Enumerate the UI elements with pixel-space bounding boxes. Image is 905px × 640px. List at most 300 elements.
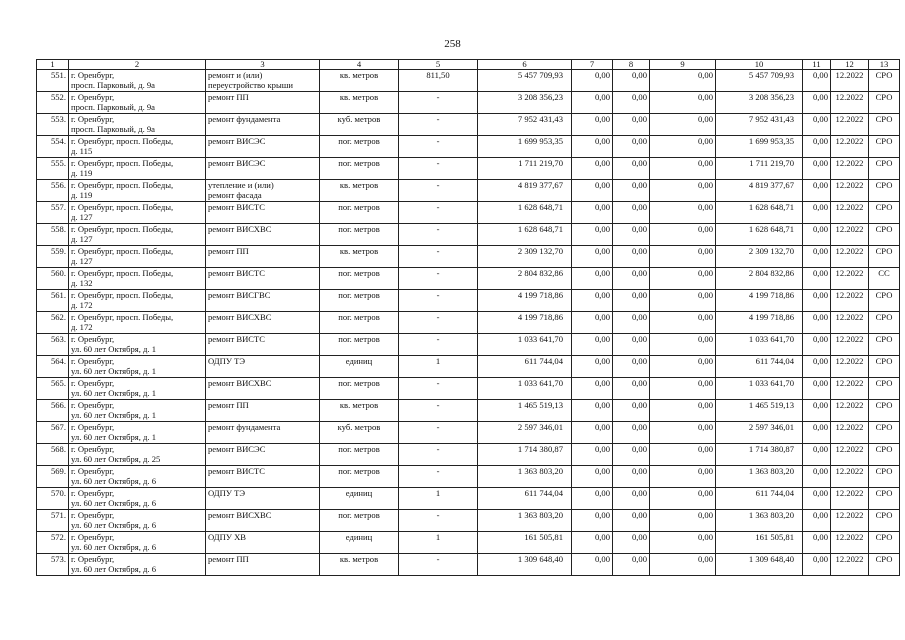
row-number-cell: 569.: [37, 466, 69, 488]
work-type-cell: ремонт ВИСТС: [206, 466, 320, 488]
fund-owners-cell: 1 309 648,40: [716, 554, 803, 576]
fund-owners-cell: 1 699 953,35: [716, 136, 803, 158]
fund-owners-cell: 2 309 132,70: [716, 246, 803, 268]
address-cell: г. Оренбург, ул. 60 лет Октября, д. 6: [69, 488, 206, 510]
column-number: 7: [572, 60, 613, 70]
fund-local-cell: 0,00: [650, 378, 716, 400]
fund-regional-cell: 0,00: [613, 224, 650, 246]
address-cell: г. Оренбург, ул. 60 лет Октября, д. 6: [69, 466, 206, 488]
table-row: [37, 488, 900, 510]
fund-owners-cell: 1 711 219,70: [716, 158, 803, 180]
address-cell: г. Оренбург, просп. Победы, д. 172: [69, 290, 206, 312]
total-cost-cell: 7 952 431,43: [478, 114, 572, 136]
fund-other-cell: 0,00: [803, 356, 831, 378]
quantity-cell: -: [399, 378, 478, 400]
fund-regional-cell: 0,00: [613, 378, 650, 400]
row-number-cell: 556.: [37, 180, 69, 202]
unit-cell: кв. метров: [320, 554, 399, 576]
method-cell: СРО: [869, 92, 900, 114]
fund-other-cell: 0,00: [803, 158, 831, 180]
deadline-cell: 12.2022: [831, 224, 869, 246]
unit-cell: пог. метров: [320, 466, 399, 488]
address-cell: г. Оренбург, просп. Парковый, д. 9а: [69, 70, 206, 92]
row-number-cell: 571.: [37, 510, 69, 532]
total-cost-cell: 1 465 519,13: [478, 400, 572, 422]
unit-cell: кв. метров: [320, 70, 399, 92]
unit-cell: пог. метров: [320, 444, 399, 466]
fund-federal-cell: 0,00: [572, 356, 613, 378]
work-type-cell: ремонт ВИСТС: [206, 202, 320, 224]
method-cell: СРО: [869, 444, 900, 466]
address-cell: г. Оренбург, ул. 60 лет Октября, д. 1: [69, 378, 206, 400]
column-number-header: [37, 60, 900, 70]
column-number: 8: [613, 60, 650, 70]
method-cell: СРО: [869, 356, 900, 378]
fund-regional-cell: 0,00: [613, 92, 650, 114]
fund-local-cell: 0,00: [650, 510, 716, 532]
row-number-cell: 559.: [37, 246, 69, 268]
total-cost-cell: 2 309 132,70: [478, 246, 572, 268]
deadline-cell: 12.2022: [831, 268, 869, 290]
total-cost-cell: 1 628 648,71: [478, 202, 572, 224]
unit-cell: пог. метров: [320, 158, 399, 180]
fund-federal-cell: 0,00: [572, 158, 613, 180]
method-cell: СРО: [869, 488, 900, 510]
quantity-cell: -: [399, 444, 478, 466]
fund-local-cell: 0,00: [650, 532, 716, 554]
unit-cell: кв. метров: [320, 246, 399, 268]
fund-other-cell: 0,00: [803, 312, 831, 334]
quantity-cell: -: [399, 202, 478, 224]
fund-regional-cell: 0,00: [613, 422, 650, 444]
column-number: 1: [37, 60, 69, 70]
fund-regional-cell: 0,00: [613, 400, 650, 422]
fund-federal-cell: 0,00: [572, 70, 613, 92]
quantity-cell: -: [399, 158, 478, 180]
quantity-cell: -: [399, 510, 478, 532]
fund-regional-cell: 0,00: [613, 532, 650, 554]
address-cell: г. Оренбург, просп. Парковый, д. 9а: [69, 114, 206, 136]
method-cell: СРО: [869, 400, 900, 422]
fund-federal-cell: 0,00: [572, 422, 613, 444]
fund-federal-cell: 0,00: [572, 268, 613, 290]
table-row: [37, 378, 900, 400]
unit-cell: кв. метров: [320, 180, 399, 202]
table-row: [37, 510, 900, 532]
total-cost-cell: 3 208 356,23: [478, 92, 572, 114]
fund-other-cell: 0,00: [803, 532, 831, 554]
deadline-cell: 12.2022: [831, 202, 869, 224]
fund-local-cell: 0,00: [650, 356, 716, 378]
fund-owners-cell: 1 363 803,20: [716, 510, 803, 532]
fund-regional-cell: 0,00: [613, 158, 650, 180]
fund-other-cell: 0,00: [803, 246, 831, 268]
total-cost-cell: 2 597 346,01: [478, 422, 572, 444]
deadline-cell: 12.2022: [831, 356, 869, 378]
work-type-cell: ремонт ВИСГВС: [206, 290, 320, 312]
method-cell: СРО: [869, 114, 900, 136]
fund-owners-cell: 161 505,81: [716, 532, 803, 554]
quantity-cell: -: [399, 422, 478, 444]
table-row: [37, 334, 900, 356]
deadline-cell: 12.2022: [831, 312, 869, 334]
fund-other-cell: 0,00: [803, 70, 831, 92]
address-cell: г. Оренбург, просп. Победы, д. 127: [69, 224, 206, 246]
unit-cell: куб. метров: [320, 422, 399, 444]
fund-local-cell: 0,00: [650, 488, 716, 510]
fund-local-cell: 0,00: [650, 114, 716, 136]
fund-local-cell: 0,00: [650, 158, 716, 180]
row-number-cell: 564.: [37, 356, 69, 378]
table-row: [37, 312, 900, 334]
quantity-cell: 1: [399, 356, 478, 378]
fund-other-cell: 0,00: [803, 444, 831, 466]
unit-cell: пог. метров: [320, 312, 399, 334]
total-cost-cell: 5 457 709,93: [478, 70, 572, 92]
fund-federal-cell: 0,00: [572, 532, 613, 554]
method-cell: СРО: [869, 224, 900, 246]
row-number-cell: 553.: [37, 114, 69, 136]
fund-other-cell: 0,00: [803, 510, 831, 532]
method-cell: СРО: [869, 202, 900, 224]
fund-owners-cell: 2 597 346,01: [716, 422, 803, 444]
address-cell: г. Оренбург, ул. 60 лет Октября, д. 1: [69, 356, 206, 378]
fund-other-cell: 0,00: [803, 466, 831, 488]
address-cell: г. Оренбург, просп. Победы, д. 172: [69, 312, 206, 334]
fund-other-cell: 0,00: [803, 290, 831, 312]
address-cell: г. Оренбург, просп. Победы, д. 127: [69, 246, 206, 268]
address-cell: г. Оренбург, просп. Победы, д. 127: [69, 202, 206, 224]
deadline-cell: 12.2022: [831, 180, 869, 202]
fund-federal-cell: 0,00: [572, 136, 613, 158]
total-cost-cell: 161 505,81: [478, 532, 572, 554]
unit-cell: кв. метров: [320, 92, 399, 114]
table-row: [37, 356, 900, 378]
fund-other-cell: 0,00: [803, 180, 831, 202]
fund-owners-cell: 7 952 431,43: [716, 114, 803, 136]
quantity-cell: -: [399, 334, 478, 356]
fund-owners-cell: 3 208 356,23: [716, 92, 803, 114]
deadline-cell: 12.2022: [831, 136, 869, 158]
work-type-cell: ремонт ПП: [206, 400, 320, 422]
column-number: 11: [803, 60, 831, 70]
fund-local-cell: 0,00: [650, 224, 716, 246]
total-cost-cell: 1 711 219,70: [478, 158, 572, 180]
table-row: [37, 246, 900, 268]
work-type-cell: ремонт фундамента: [206, 422, 320, 444]
address-cell: г. Оренбург, просп. Парковый, д. 9а: [69, 92, 206, 114]
fund-regional-cell: 0,00: [613, 312, 650, 334]
table-row: [37, 532, 900, 554]
method-cell: СРО: [869, 158, 900, 180]
unit-cell: единиц: [320, 356, 399, 378]
total-cost-cell: 611 744,04: [478, 488, 572, 510]
fund-regional-cell: 0,00: [613, 356, 650, 378]
fund-owners-cell: 2 804 832,86: [716, 268, 803, 290]
fund-owners-cell: 1 714 380,87: [716, 444, 803, 466]
deadline-cell: 12.2022: [831, 510, 869, 532]
fund-regional-cell: 0,00: [613, 510, 650, 532]
fund-local-cell: 0,00: [650, 400, 716, 422]
work-type-cell: ремонт ПП: [206, 554, 320, 576]
row-number-cell: 561.: [37, 290, 69, 312]
fund-regional-cell: 0,00: [613, 114, 650, 136]
column-number: 10: [716, 60, 803, 70]
fund-federal-cell: 0,00: [572, 466, 613, 488]
table-row: [37, 136, 900, 158]
row-number-cell: 573.: [37, 554, 69, 576]
fund-local-cell: 0,00: [650, 202, 716, 224]
work-type-cell: ремонт ВИСЭС: [206, 136, 320, 158]
total-cost-cell: 1 714 380,87: [478, 444, 572, 466]
total-cost-cell: 1 309 648,40: [478, 554, 572, 576]
fund-owners-cell: 1 033 641,70: [716, 334, 803, 356]
work-type-cell: ремонт и (или) переустройство крыши: [206, 70, 320, 92]
table-row: [37, 290, 900, 312]
fund-federal-cell: 0,00: [572, 202, 613, 224]
fund-local-cell: 0,00: [650, 312, 716, 334]
quantity-cell: -: [399, 224, 478, 246]
column-number: 12: [831, 60, 869, 70]
method-cell: СРО: [869, 312, 900, 334]
fund-other-cell: 0,00: [803, 136, 831, 158]
fund-local-cell: 0,00: [650, 70, 716, 92]
row-number-cell: 557.: [37, 202, 69, 224]
fund-other-cell: 0,00: [803, 422, 831, 444]
work-type-cell: ремонт ВИСХВС: [206, 378, 320, 400]
fund-regional-cell: 0,00: [613, 290, 650, 312]
fund-federal-cell: 0,00: [572, 334, 613, 356]
address-cell: г. Оренбург, просп. Победы, д. 119: [69, 180, 206, 202]
fund-owners-cell: 1 628 648,71: [716, 224, 803, 246]
fund-federal-cell: 0,00: [572, 246, 613, 268]
deadline-cell: 12.2022: [831, 246, 869, 268]
table-row: [37, 444, 900, 466]
address-cell: г. Оренбург, просп. Победы, д. 119: [69, 158, 206, 180]
fund-federal-cell: 0,00: [572, 114, 613, 136]
fund-federal-cell: 0,00: [572, 554, 613, 576]
address-cell: г. Оренбург, ул. 60 лет Октября, д. 6: [69, 554, 206, 576]
fund-other-cell: 0,00: [803, 400, 831, 422]
method-cell: СРО: [869, 290, 900, 312]
fund-federal-cell: 0,00: [572, 444, 613, 466]
fund-federal-cell: 0,00: [572, 488, 613, 510]
table-row: [37, 422, 900, 444]
unit-cell: пог. метров: [320, 202, 399, 224]
fund-local-cell: 0,00: [650, 554, 716, 576]
deadline-cell: 12.2022: [831, 532, 869, 554]
fund-local-cell: 0,00: [650, 92, 716, 114]
method-cell: СС: [869, 268, 900, 290]
deadline-cell: 12.2022: [831, 290, 869, 312]
work-type-cell: ОДПУ ХВ: [206, 532, 320, 554]
unit-cell: пог. метров: [320, 378, 399, 400]
fund-owners-cell: 1 465 519,13: [716, 400, 803, 422]
fund-federal-cell: 0,00: [572, 92, 613, 114]
address-cell: г. Оренбург, ул. 60 лет Октября, д. 1: [69, 422, 206, 444]
quantity-cell: -: [399, 290, 478, 312]
fund-owners-cell: 611 744,04: [716, 356, 803, 378]
total-cost-cell: 1 628 648,71: [478, 224, 572, 246]
column-number: 2: [69, 60, 206, 70]
fund-other-cell: 0,00: [803, 114, 831, 136]
address-cell: г. Оренбург, ул. 60 лет Октября, д. 25: [69, 444, 206, 466]
method-cell: СРО: [869, 532, 900, 554]
unit-cell: единиц: [320, 488, 399, 510]
quantity-cell: -: [399, 246, 478, 268]
unit-cell: кв. метров: [320, 400, 399, 422]
method-cell: СРО: [869, 422, 900, 444]
total-cost-cell: 2 804 832,86: [478, 268, 572, 290]
deadline-cell: 12.2022: [831, 488, 869, 510]
fund-other-cell: 0,00: [803, 92, 831, 114]
total-cost-cell: 1 699 953,35: [478, 136, 572, 158]
method-cell: СРО: [869, 136, 900, 158]
method-cell: СРО: [869, 180, 900, 202]
work-type-cell: утепление и (или) ремонт фасада: [206, 180, 320, 202]
method-cell: СРО: [869, 378, 900, 400]
total-cost-cell: 4 199 718,86: [478, 290, 572, 312]
unit-cell: пог. метров: [320, 334, 399, 356]
total-cost-cell: 1 033 641,70: [478, 334, 572, 356]
row-number-cell: 563.: [37, 334, 69, 356]
fund-federal-cell: 0,00: [572, 290, 613, 312]
deadline-cell: 12.2022: [831, 70, 869, 92]
fund-local-cell: 0,00: [650, 290, 716, 312]
unit-cell: пог. метров: [320, 510, 399, 532]
fund-federal-cell: 0,00: [572, 224, 613, 246]
work-type-cell: ремонт ВИСХВС: [206, 312, 320, 334]
fund-other-cell: 0,00: [803, 378, 831, 400]
quantity-cell: -: [399, 92, 478, 114]
total-cost-cell: 611 744,04: [478, 356, 572, 378]
address-cell: г. Оренбург, ул. 60 лет Октября, д. 1: [69, 400, 206, 422]
fund-owners-cell: 4 199 718,86: [716, 290, 803, 312]
column-number: 5: [399, 60, 478, 70]
unit-cell: пог. метров: [320, 290, 399, 312]
total-cost-cell: 1 033 641,70: [478, 378, 572, 400]
work-type-cell: ремонт ВИСХВС: [206, 224, 320, 246]
column-number: 9: [650, 60, 716, 70]
quantity-cell: -: [399, 400, 478, 422]
table-row: [37, 70, 900, 92]
row-number-cell: 551.: [37, 70, 69, 92]
table-row: [37, 554, 900, 576]
fund-regional-cell: 0,00: [613, 202, 650, 224]
quantity-cell: -: [399, 136, 478, 158]
total-cost-cell: 1 363 803,20: [478, 510, 572, 532]
table-row: [37, 400, 900, 422]
total-cost-cell: 1 363 803,20: [478, 466, 572, 488]
fund-regional-cell: 0,00: [613, 334, 650, 356]
table-row: [37, 114, 900, 136]
column-number: 3: [206, 60, 320, 70]
row-number-cell: 565.: [37, 378, 69, 400]
deadline-cell: 12.2022: [831, 114, 869, 136]
fund-other-cell: 0,00: [803, 334, 831, 356]
table-body: [37, 60, 900, 576]
quantity-cell: -: [399, 268, 478, 290]
fund-regional-cell: 0,00: [613, 70, 650, 92]
row-number-cell: 554.: [37, 136, 69, 158]
fund-regional-cell: 0,00: [613, 246, 650, 268]
deadline-cell: 12.2022: [831, 554, 869, 576]
work-type-cell: ремонт ВИСЭС: [206, 158, 320, 180]
fund-regional-cell: 0,00: [613, 488, 650, 510]
fund-federal-cell: 0,00: [572, 378, 613, 400]
address-cell: г. Оренбург, ул. 60 лет Октября, д. 6: [69, 510, 206, 532]
fund-federal-cell: 0,00: [572, 312, 613, 334]
fund-federal-cell: 0,00: [572, 400, 613, 422]
table-row: [37, 268, 900, 290]
fund-local-cell: 0,00: [650, 180, 716, 202]
table-row: [37, 158, 900, 180]
fund-owners-cell: 4 199 718,86: [716, 312, 803, 334]
table-row: [37, 180, 900, 202]
fund-regional-cell: 0,00: [613, 180, 650, 202]
column-number: 6: [478, 60, 572, 70]
address-cell: г. Оренбург, ул. 60 лет Октября, д. 1: [69, 334, 206, 356]
fund-other-cell: 0,00: [803, 268, 831, 290]
fund-regional-cell: 0,00: [613, 136, 650, 158]
fund-regional-cell: 0,00: [613, 554, 650, 576]
fund-owners-cell: 1 628 648,71: [716, 202, 803, 224]
fund-owners-cell: 4 819 377,67: [716, 180, 803, 202]
fund-owners-cell: 5 457 709,93: [716, 70, 803, 92]
method-cell: СРО: [869, 246, 900, 268]
table-row: [37, 224, 900, 246]
quantity-cell: 1: [399, 488, 478, 510]
deadline-cell: 12.2022: [831, 158, 869, 180]
deadline-cell: 12.2022: [831, 444, 869, 466]
work-type-cell: ремонт ПП: [206, 246, 320, 268]
method-cell: СРО: [869, 334, 900, 356]
row-number-cell: 562.: [37, 312, 69, 334]
fund-other-cell: 0,00: [803, 224, 831, 246]
fund-other-cell: 0,00: [803, 554, 831, 576]
work-type-cell: ремонт ПП: [206, 92, 320, 114]
row-number-cell: 567.: [37, 422, 69, 444]
register-table: [36, 59, 900, 576]
work-type-cell: ремонт ВИСХВС: [206, 510, 320, 532]
fund-local-cell: 0,00: [650, 136, 716, 158]
deadline-cell: 12.2022: [831, 92, 869, 114]
deadline-cell: 12.2022: [831, 466, 869, 488]
row-number-cell: 566.: [37, 400, 69, 422]
fund-other-cell: 0,00: [803, 488, 831, 510]
work-type-cell: ремонт фундамента: [206, 114, 320, 136]
fund-federal-cell: 0,00: [572, 510, 613, 532]
address-cell: г. Оренбург, ул. 60 лет Октября, д. 6: [69, 532, 206, 554]
quantity-cell: -: [399, 180, 478, 202]
row-number-cell: 555.: [37, 158, 69, 180]
row-number-cell: 570.: [37, 488, 69, 510]
row-number-cell: 560.: [37, 268, 69, 290]
deadline-cell: 12.2022: [831, 422, 869, 444]
table-row: [37, 466, 900, 488]
method-cell: СРО: [869, 510, 900, 532]
fund-regional-cell: 0,00: [613, 466, 650, 488]
row-number-cell: 552.: [37, 92, 69, 114]
page-number: 258: [444, 38, 461, 50]
unit-cell: куб. метров: [320, 114, 399, 136]
fund-owners-cell: 1 033 641,70: [716, 378, 803, 400]
fund-owners-cell: 611 744,04: [716, 488, 803, 510]
quantity-cell: -: [399, 554, 478, 576]
work-type-cell: ремонт ВИСТС: [206, 268, 320, 290]
row-number-cell: 572.: [37, 532, 69, 554]
row-number-cell: 568.: [37, 444, 69, 466]
